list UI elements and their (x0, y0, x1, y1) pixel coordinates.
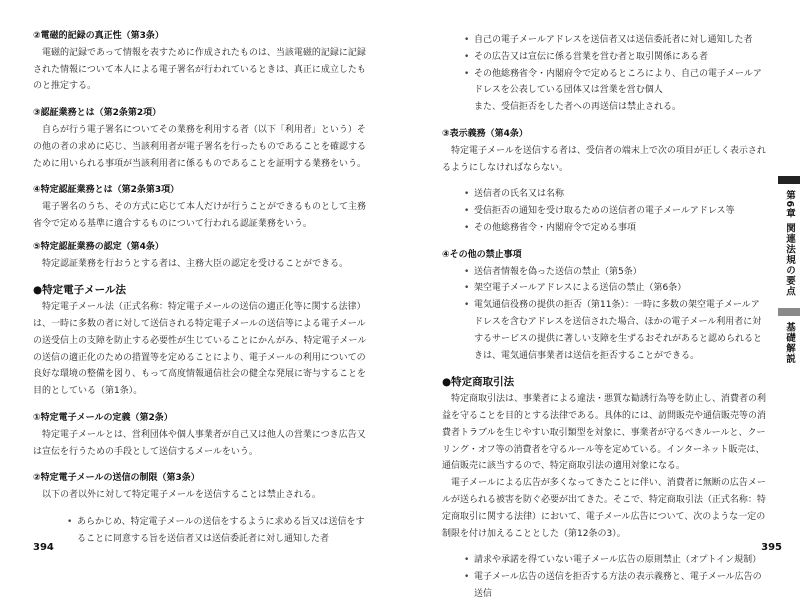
page-number: 395 (761, 542, 782, 553)
paragraph: 電子署名のうち、その方式に応じて本人だけが行うことができるものとして主務省令で定める基準に適合するものについて行われる認証業務をいう。 (33, 202, 367, 229)
section-heading: ⑤特定認証業務の認定（第4条） (33, 241, 164, 252)
paragraph: 特定商取引法は、事業者による違法・悪質な勧誘行為等を防止し、消費者の利益を守ることを目的とする法律である。具体的には、訪問販売や通信販売等の消費者トラブルを生じやすい取引類型を対象に、事業者が守るべきルールと、クーリング・オフ等の消費者を守るルール等を定めている。インターネット販売は、通信販売に該当するので、特定商取引法の適用対象になる。 (442, 394, 767, 472)
bullet-item: • 送信者の氏名又は名称 (464, 186, 768, 203)
bullet-item: • 自己の電子メールアドレスを送信者又は送信委託者に対し通知した者 (464, 32, 768, 49)
right-column (442, 32, 768, 603)
paragraph: 特定電子メールとは、営利団体や個人事業者が自己又は他人の営業につき広告又は宣伝を行うための手段として送信するメールをいう。 (33, 429, 366, 457)
bullet-item: • 電子メール広告の送信を拒否する方法の表示義務と、電子メール広告の送信 (464, 569, 768, 603)
bullet-item: • 請求や承諾を得ていない電子メール広告の原則禁止（オプトイン規制） (464, 552, 768, 569)
bullet-item: • その他総務省令・内閣府令で定める事項 (464, 220, 768, 237)
section-heading: ③表示義務（第4条） (442, 128, 528, 139)
right-page (400, 0, 800, 599)
bullet-item: • 架空電子メールアドレスによる送信の禁止（第6条） (464, 280, 768, 297)
section-heading: ②特定電子メールの送信の制限（第3条） (33, 473, 200, 484)
section-heading: ④特定認証業務とは（第2条第3項） (33, 185, 180, 196)
page-number: 394 (33, 542, 54, 553)
section-heading: ③認証業務とは（第2条第2項） (33, 108, 162, 119)
section-heading: ④その他の禁止事項 (442, 249, 522, 260)
basics-tab-bar (778, 308, 800, 316)
paragraph: 自らが行う電子署名についてその業務を利用する者（以下「利用者」という）その他の者の求めに応じ、当該利用者が電子署名を行ったものであることを確認するために用いられる事項が当該利用者に係るものであることを証明する業務をいう。 (33, 124, 367, 169)
paragraph: 電磁的記録であって情報を表すために作成されたものは、当該電磁的記録に記録された情報について本人による電子署名が行われているときは、真正に成立したものと推定する。 (33, 47, 366, 92)
section-heading: ②電磁的記録の真正性（第3条） (33, 31, 164, 41)
left-column (33, 28, 368, 548)
law-heading: ●特定電子メール法 (33, 284, 126, 297)
basics-tab (778, 308, 800, 364)
chapter-tab-label: 第6章 関連法規の要点 (784, 190, 795, 297)
chapter-tab (778, 176, 800, 296)
chapter-tab-bar (778, 176, 800, 184)
bullet-item: • 送信者情報を偽った送信の禁止（第5条） (464, 264, 768, 281)
paragraph: また、受信拒否をした者への再送信は禁止される。 (474, 102, 682, 113)
paragraph: 特定電子メールを送信する者は、受信者の端末上で次の項目が正しく表示されるようにしなければならない。 (442, 145, 766, 173)
left-page (0, 0, 400, 567)
section-heading: ①特定電子メールの定義（第2条） (33, 412, 173, 423)
law-heading: ●特定商取引法 (442, 376, 515, 389)
bullet-item: • 電気通信役務の提供の拒否（第11条）：一時に多数の架空電子メールアドレスを含むアドレスを送信された場合、ほかの電子メール利用者に対するサービスの提供に著しい支障を生ずるおそれがあると認められるときは、電気通信事業者は送信を拒否することができる。 (464, 297, 768, 364)
paragraph: 電子メールによる広告が多くなってきたことに伴い、消費者に無断の広告メールが送られる被害を防ぐ必要が出てきた。そこで、特定商取引法（正式名称：特定商取引に関する法律）において、電子メール広告について、次のような一定の制限を付け加えることとした（第12条の3）。 (442, 478, 766, 539)
paragraph: 特定認証業務を行おうとする者は、主務大臣の認定を受けることができる。 (42, 258, 349, 269)
bullet-item: • その他総務省令・内閣府令で定めるところにより、自己の電子メールアドレスを公表している団体又は営業を営む個人 (464, 66, 768, 100)
bullet-item: • あらかじめ、特定電子メールの送信をするように求める旨又は送信をすることに同意する旨を送信者又は送信委託者に対し通知した者 (67, 514, 368, 548)
basics-tab-label: 基礎解説 (784, 322, 795, 364)
bullet-item: • 受信拒否の通知を受け取るための送信者の電子メールアドレス等 (464, 203, 768, 220)
paragraph: 以下の者以外に対して特定電子メールを送信することは禁止される。 (42, 490, 321, 501)
paragraph: 特定電子メール法（正式名称：特定電子メールの送信の適正化等に関する法律）は、一時に多数の者に対して送信される特定電子メールの送信等による電子メールの送受信上の支障を防止する必要性が生じていることにかんがみ、特定電子メールの送信の適正化のための措置等を定めることにより、電子メールの利用についての良好な環境の整備を図り、もって高度情報通信社会の健全な発展に寄与することを目的としている（第1条）。 (33, 302, 367, 397)
bullet-item: • その広告又は宣伝に係る営業を営む者と取引関係にある者 (464, 49, 768, 66)
